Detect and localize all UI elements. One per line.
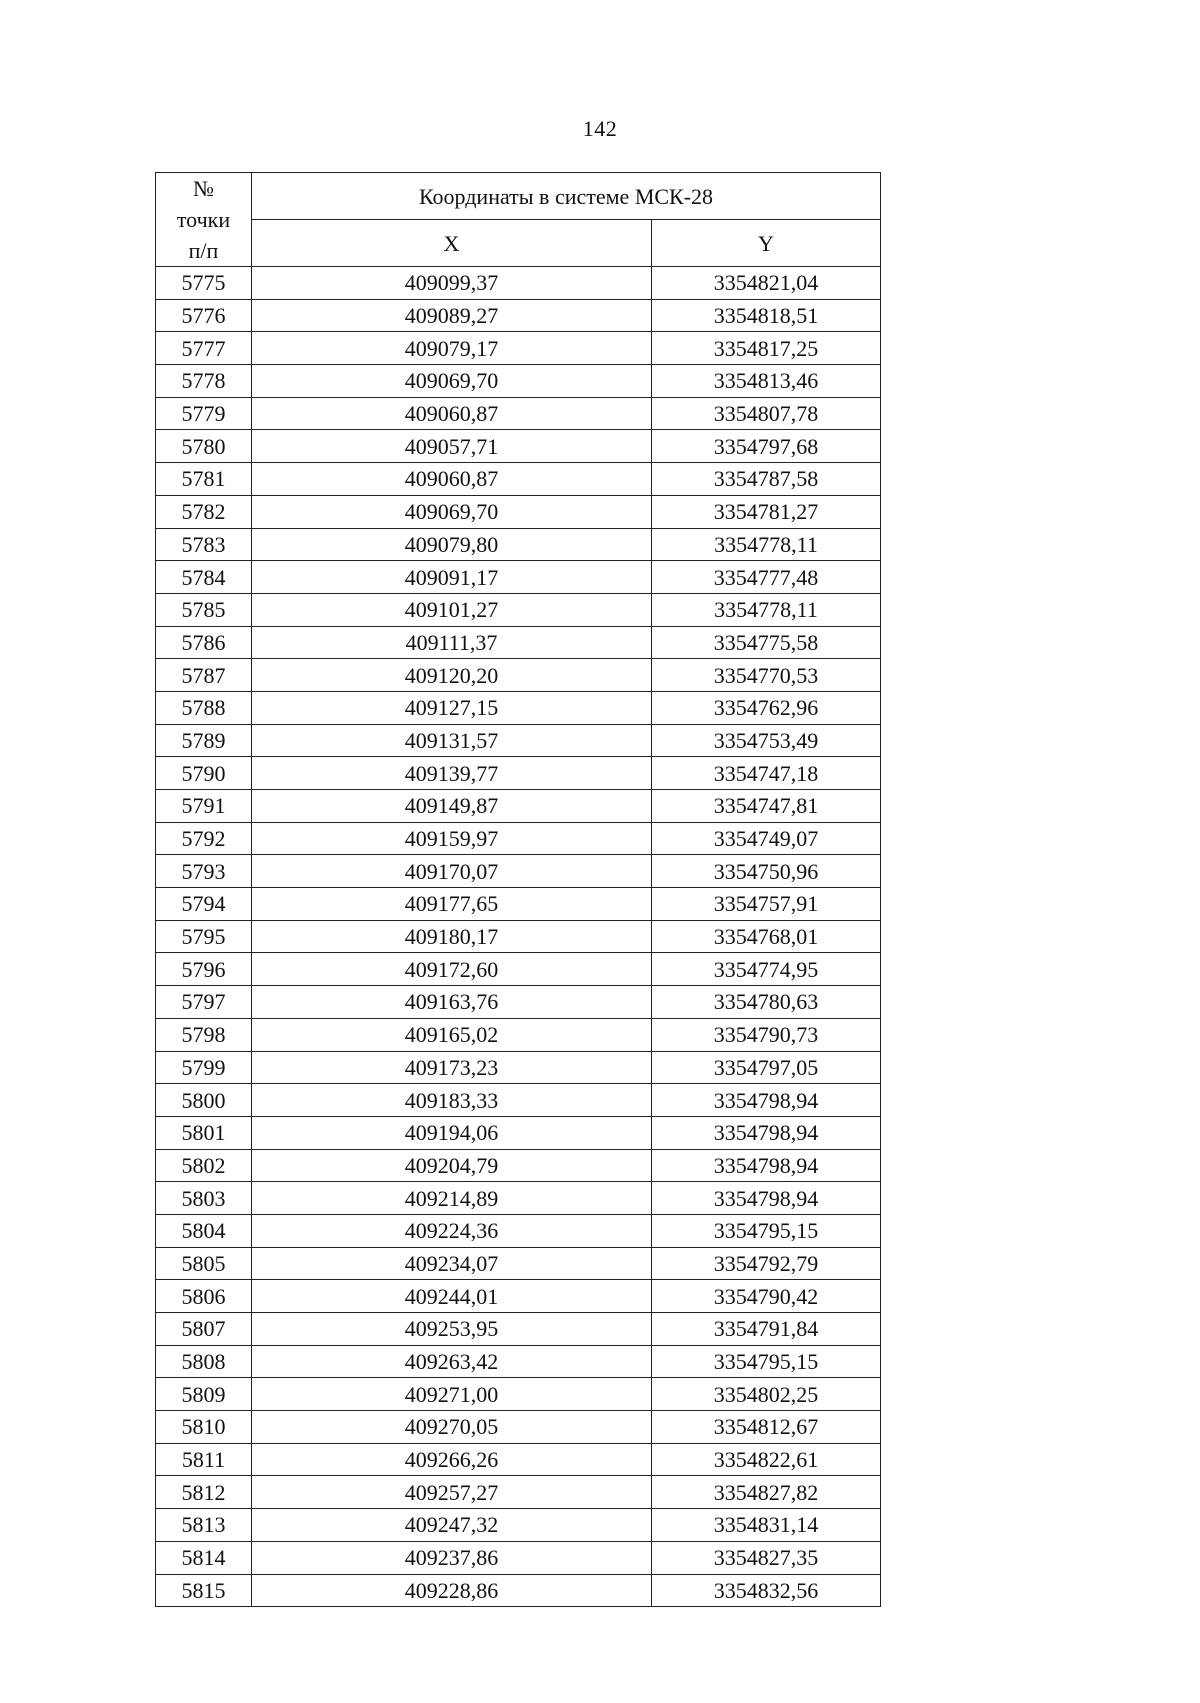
table-row [156,1051,881,1084]
point-number-cell: 5775 [156,267,252,300]
y-coordinate-cell: 3354812,67 [652,1411,881,1444]
point-number-header-line-3: п/п [188,238,219,263]
x-coordinate-cell: 409091,17 [252,561,652,594]
point-number-header [156,173,252,267]
table-row [156,495,881,528]
point-number-header-line-1: № [193,176,214,201]
coordinates-table [155,172,881,1607]
point-number-cell: 5782 [156,495,252,528]
y-coordinate-cell: 3354750,96 [652,855,881,888]
point-number-cell: 5778 [156,365,252,398]
point-number-cell: 5790 [156,757,252,790]
y-column-header: Y [652,220,881,267]
table-row [156,528,881,561]
table-row [156,561,881,594]
y-coordinate-cell: 3354832,56 [652,1574,881,1607]
point-number-cell: 5799 [156,1051,252,1084]
point-number-cell: 5808 [156,1345,252,1378]
point-number-cell: 5786 [156,626,252,659]
y-coordinate-cell: 3354747,18 [652,757,881,790]
table-row [156,593,881,626]
x-coordinate-cell: 409159,97 [252,822,652,855]
table-row [156,1509,881,1542]
x-coordinate-cell: 409183,33 [252,1084,652,1117]
y-coordinate-cell: 3354797,68 [652,430,881,463]
point-number-cell: 5812 [156,1476,252,1509]
point-number-cell: 5777 [156,332,252,365]
y-coordinate-cell: 3354792,79 [652,1247,881,1280]
y-coordinate-cell: 3354822,61 [652,1443,881,1476]
table-body [156,267,881,1607]
x-coordinate-cell: 409228,86 [252,1574,652,1607]
x-coordinate-cell: 409257,27 [252,1476,652,1509]
y-coordinate-cell: 3354757,91 [652,888,881,921]
x-coordinate-cell: 409194,06 [252,1116,652,1149]
table-row [156,1084,881,1117]
point-number-cell: 5798 [156,1018,252,1051]
y-coordinate-cell: 3354780,63 [652,986,881,1019]
point-number-cell: 5796 [156,953,252,986]
x-coordinate-cell: 409263,42 [252,1345,652,1378]
table-row [156,1541,881,1574]
x-coordinate-cell: 409253,95 [252,1313,652,1346]
point-number-cell: 5811 [156,1443,252,1476]
x-coordinate-cell: 409120,20 [252,659,652,692]
y-coordinate-cell: 3354831,14 [652,1509,881,1542]
x-coordinate-cell: 409237,86 [252,1541,652,1574]
y-coordinate-cell: 3354762,96 [652,691,881,724]
x-coordinate-cell: 409149,87 [252,790,652,823]
table-row [156,430,881,463]
y-coordinate-cell: 3354770,53 [652,659,881,692]
y-coordinate-cell: 3354795,15 [652,1345,881,1378]
x-coordinate-cell: 409247,32 [252,1509,652,1542]
x-coordinate-cell: 409165,02 [252,1018,652,1051]
y-coordinate-cell: 3354749,07 [652,822,881,855]
x-coordinate-cell: 409270,05 [252,1411,652,1444]
point-number-cell: 5780 [156,430,252,463]
point-number-cell: 5791 [156,790,252,823]
table-row [156,986,881,1019]
x-coordinate-cell: 409271,00 [252,1378,652,1411]
y-coordinate-cell: 3354802,25 [652,1378,881,1411]
x-coordinate-cell: 409060,87 [252,463,652,496]
y-coordinate-cell: 3354778,11 [652,528,881,561]
point-number-cell: 5795 [156,920,252,953]
table-row [156,659,881,692]
point-number-cell: 5814 [156,1541,252,1574]
x-coordinate-cell: 409163,76 [252,986,652,1019]
point-number-cell: 5800 [156,1084,252,1117]
table-row [156,1280,881,1313]
x-coordinate-cell: 409139,77 [252,757,652,790]
table-row [156,332,881,365]
y-coordinate-cell: 3354791,84 [652,1313,881,1346]
x-coordinate-cell: 409173,23 [252,1051,652,1084]
y-coordinate-cell: 3354797,05 [652,1051,881,1084]
table-row [156,953,881,986]
x-coordinate-cell: 409177,65 [252,888,652,921]
table-row [156,1116,881,1149]
x-coordinate-cell: 409060,87 [252,397,652,430]
y-coordinate-cell: 3354781,27 [652,495,881,528]
point-number-cell: 5779 [156,397,252,430]
x-column-header: X [252,220,652,267]
x-coordinate-cell: 409214,89 [252,1182,652,1215]
table-row [156,1313,881,1346]
table-row [156,920,881,953]
y-coordinate-cell: 3354817,25 [652,332,881,365]
table-row [156,299,881,332]
x-coordinate-cell: 409089,27 [252,299,652,332]
table-row [156,626,881,659]
y-coordinate-cell: 3354775,58 [652,626,881,659]
point-number-cell: 5815 [156,1574,252,1607]
x-coordinate-cell: 409234,07 [252,1247,652,1280]
x-coordinate-cell: 409079,17 [252,332,652,365]
point-number-cell: 5797 [156,986,252,1019]
table-row [156,1345,881,1378]
x-coordinate-cell: 409204,79 [252,1149,652,1182]
point-number-cell: 5809 [156,1378,252,1411]
y-coordinate-cell: 3354795,15 [652,1214,881,1247]
y-coordinate-cell: 3354787,58 [652,463,881,496]
point-number-cell: 5806 [156,1280,252,1313]
x-coordinate-cell: 409069,70 [252,495,652,528]
table-row [156,1149,881,1182]
y-coordinate-cell: 3354798,94 [652,1084,881,1117]
x-coordinate-cell: 409057,71 [252,430,652,463]
coordinates-system-header: Координаты в системе МСК-28 [252,173,881,220]
table-row [156,1476,881,1509]
x-coordinate-cell: 409244,01 [252,1280,652,1313]
point-number-cell: 5801 [156,1116,252,1149]
x-coordinate-cell: 409180,17 [252,920,652,953]
x-coordinate-cell: 409101,27 [252,593,652,626]
x-coordinate-cell: 409266,26 [252,1443,652,1476]
page-number: 142 [582,116,618,141]
table-header [156,173,881,267]
point-number-cell: 5802 [156,1149,252,1182]
table-row [156,724,881,757]
x-coordinate-cell: 409131,57 [252,724,652,757]
point-number-cell: 5794 [156,888,252,921]
y-coordinate-cell: 3354798,94 [652,1116,881,1149]
table-row [156,267,881,300]
y-coordinate-cell: 3354827,82 [652,1476,881,1509]
x-coordinate-cell: 409079,80 [252,528,652,561]
y-coordinate-cell: 3354768,01 [652,920,881,953]
x-coordinate-cell: 409069,70 [252,365,652,398]
point-number-cell: 5813 [156,1509,252,1542]
y-coordinate-cell: 3354798,94 [652,1149,881,1182]
point-number-cell: 5805 [156,1247,252,1280]
point-number-cell: 5803 [156,1182,252,1215]
x-coordinate-cell: 409170,07 [252,855,652,888]
table-row [156,855,881,888]
point-number-cell: 5789 [156,724,252,757]
y-coordinate-cell: 3354813,46 [652,365,881,398]
x-coordinate-cell: 409172,60 [252,953,652,986]
table-row [156,365,881,398]
table-row [156,691,881,724]
point-number-cell: 5807 [156,1313,252,1346]
y-coordinate-cell: 3354747,81 [652,790,881,823]
x-coordinate-cell: 409099,37 [252,267,652,300]
point-number-cell: 5788 [156,691,252,724]
point-number-cell: 5804 [156,1214,252,1247]
point-number-cell: 5781 [156,463,252,496]
point-number-cell: 5810 [156,1411,252,1444]
y-coordinate-cell: 3354807,78 [652,397,881,430]
table-row [156,1574,881,1607]
point-number-cell: 5784 [156,561,252,594]
table-row [156,1378,881,1411]
y-coordinate-cell: 3354753,49 [652,724,881,757]
point-number-header-line-2: точки [176,207,231,232]
table-row [156,1214,881,1247]
table-row [156,822,881,855]
point-number-cell: 5792 [156,822,252,855]
x-coordinate-cell: 409111,37 [252,626,652,659]
table-row [156,1443,881,1476]
y-coordinate-cell: 3354798,94 [652,1182,881,1215]
x-coordinate-cell: 409127,15 [252,691,652,724]
table-row [156,790,881,823]
y-coordinate-cell: 3354774,95 [652,953,881,986]
point-number-cell: 5787 [156,659,252,692]
table-row [156,1247,881,1280]
y-coordinate-cell: 3354827,35 [652,1541,881,1574]
y-coordinate-cell: 3354778,11 [652,593,881,626]
y-coordinate-cell: 3354790,73 [652,1018,881,1051]
table-row [156,397,881,430]
point-number-cell: 5785 [156,593,252,626]
y-coordinate-cell: 3354821,04 [652,267,881,300]
y-coordinate-cell: 3354818,51 [652,299,881,332]
table-row [156,1411,881,1444]
x-coordinate-cell: 409224,36 [252,1214,652,1247]
y-coordinate-cell: 3354777,48 [652,561,881,594]
point-number-cell: 5776 [156,299,252,332]
table-row [156,463,881,496]
table-row [156,1182,881,1215]
table-row [156,757,881,790]
table-row [156,888,881,921]
point-number-cell: 5793 [156,855,252,888]
point-number-cell: 5783 [156,528,252,561]
y-coordinate-cell: 3354790,42 [652,1280,881,1313]
table-row [156,1018,881,1051]
